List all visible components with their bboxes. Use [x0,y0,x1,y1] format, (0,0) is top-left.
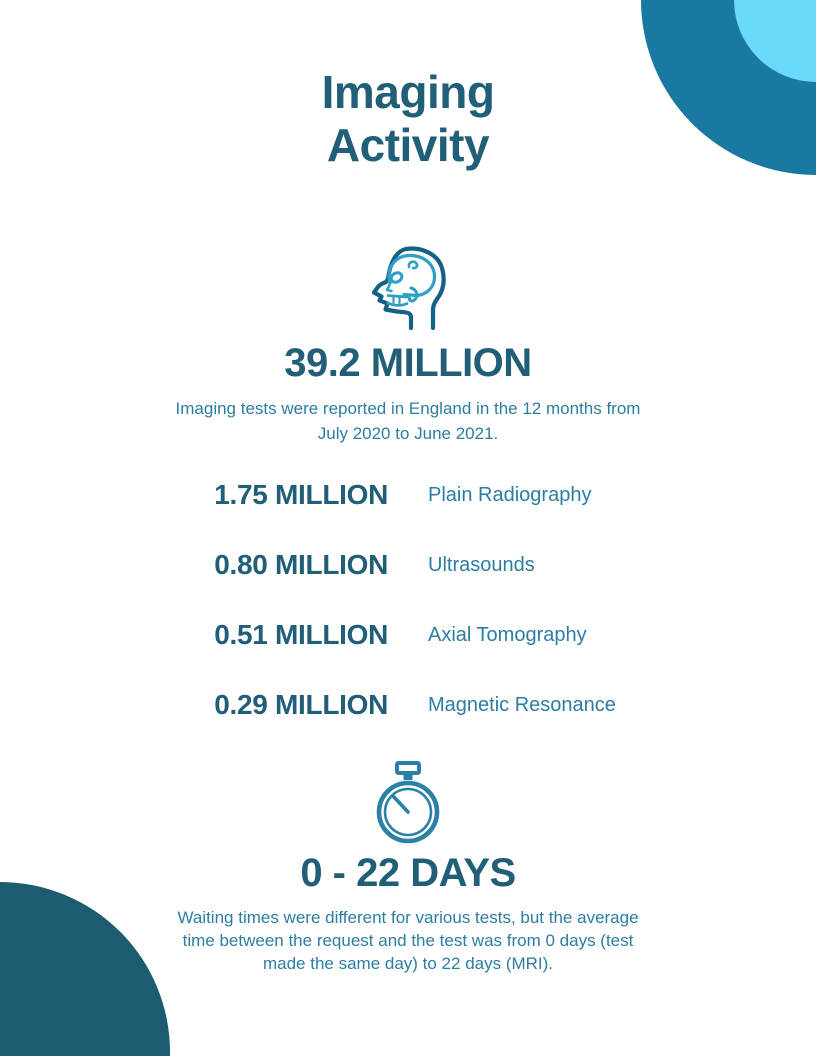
imaging-breakdown-list [10,460,816,740]
stopwatch-icon [0,760,816,846]
breakdown-value-plain-radiography: 1.75 MILLION [214,479,388,510]
breakdown-label-magnetic-resonance: Magnetic Resonance [428,693,616,716]
imaging-description: Imaging tests were reported in England in the 12 months from July 2020 to June 2021. [175,399,641,443]
breakdown-label-axial-tomography: Axial Tomography [428,623,587,646]
head-xray-icon [0,246,816,330]
waiting-description: Waiting times were different for various tests, but the average time between the request and the test was from 0 days (test made the same day) to 22 days (MRI). [177,908,639,973]
imaging-headline-stat: 39.2 MILLION [284,341,532,385]
breakdown-label-plain-radiography: Plain Radiography [428,483,592,506]
page-title-line2: Activity [326,119,490,171]
waiting-headline-stat: 0 - 22 DAYS [300,851,516,895]
breakdown-label-ultrasounds: Ultrasounds [428,553,535,576]
page-title-line1: Imaging [321,66,495,118]
page-title [0,0,816,172]
breakdown-value-magnetic-resonance: 0.29 MILLION [214,689,388,720]
breakdown-value-ultrasounds: 0.80 MILLION [214,549,388,580]
breakdown-value-axial-tomography: 0.51 MILLION [214,619,388,650]
